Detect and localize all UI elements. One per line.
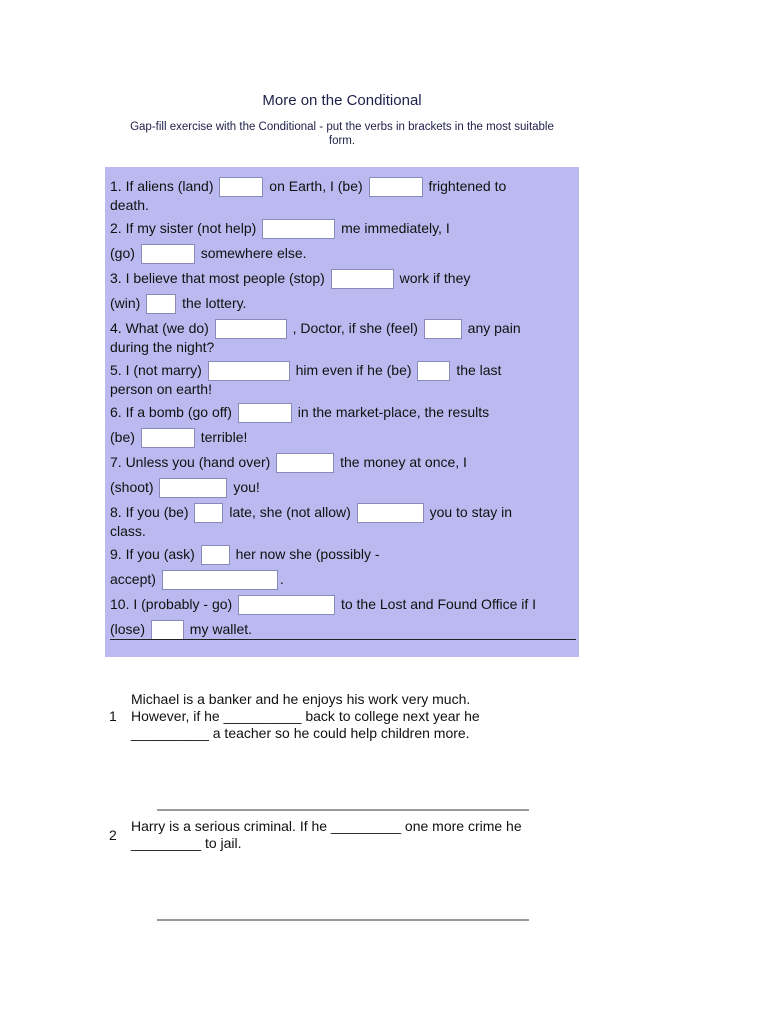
question-5-text-b: him even if he (be) (295, 362, 412, 378)
question-1-text-a: 1. If aliens (land) (110, 178, 214, 194)
question-5-text-a: 5. I (not marry) (110, 362, 202, 378)
question-10-gap-2[interactable] (151, 620, 184, 640)
question-8-gap-1[interactable] (194, 503, 223, 523)
question-7-gap-2[interactable] (159, 478, 227, 498)
question-10-text-b: to the Lost and Found Office if I (340, 596, 537, 612)
question-4-text-c: any pain (467, 320, 521, 336)
exercise-2-answer-line[interactable] (157, 919, 529, 921)
question-6-gap-2[interactable] (141, 428, 195, 448)
question-3-text-b: work if they (399, 270, 471, 286)
question-3-line-1 (110, 269, 470, 289)
question-2-text-a: 2. If my sister (not help) (110, 220, 257, 236)
question-5-gap-1[interactable] (208, 361, 290, 381)
question-10-text-d: my wallet. (189, 621, 253, 637)
question-2-gap-2[interactable] (141, 244, 195, 264)
question-7-text-a: 7. Unless you (hand over) (110, 454, 271, 470)
question-8-gap-2[interactable] (357, 503, 424, 523)
exercise-1-number: 1 (109, 708, 117, 724)
question-3-gap-1[interactable] (331, 269, 394, 289)
exercise-2-line-1: Harry is a serious criminal. If he _________ one more crime he (131, 818, 522, 834)
question-4-text-d: during the night? (110, 339, 215, 355)
exercise-1-text (131, 691, 480, 742)
question-1-gap-2[interactable] (369, 177, 423, 197)
exercise-2-text (131, 818, 522, 852)
question-2-text-d: somewhere else. (200, 245, 307, 261)
question-8-line-1 (110, 503, 512, 523)
panel-divider (110, 639, 576, 640)
page-subtitle: Gap-fill exercise with the Conditional - put the verbs in brackets in the most suitable form. (130, 121, 554, 147)
question-8-text-d: class. (110, 523, 146, 539)
question-9-gap-1[interactable] (201, 545, 230, 565)
question-7-line-2 (110, 478, 260, 498)
question-7-text-c: (shoot) (110, 479, 154, 495)
question-4-text-a: 4. What (we do) (110, 320, 209, 336)
question-10-text-a: 10. I (probably - go) (110, 596, 233, 612)
question-10-text-c: (lose) (110, 621, 146, 637)
question-4-text-b: , Doctor, if she (feel) (292, 320, 418, 336)
question-3-gap-2[interactable] (146, 294, 176, 314)
question-5-text-d: person on earth! (110, 381, 212, 397)
question-8-text-c: you to stay in (429, 504, 513, 520)
question-7-gap-1[interactable] (276, 453, 334, 473)
question-9-line-1 (110, 545, 380, 565)
question-5-line-1 (110, 361, 501, 381)
exercise-2-line-2: _________ to jail. (131, 835, 242, 851)
question-1-text-c: frightened to (428, 178, 507, 194)
question-3-text-a: 3. I believe that most people (stop) (110, 270, 325, 286)
question-1-gap-1[interactable] (219, 177, 263, 197)
page-title: More on the Conditional (262, 92, 422, 109)
exercise-1-answer-line[interactable] (157, 809, 529, 811)
exercise-2-number: 2 (109, 827, 117, 843)
question-9-line-2 (110, 570, 284, 590)
question-9-text-c: accept) (110, 571, 156, 587)
question-5-gap-2[interactable] (417, 361, 450, 381)
question-2-gap-1[interactable] (262, 219, 335, 239)
question-6-gap-1[interactable] (238, 403, 292, 423)
question-2-text-b: me immediately, I (341, 220, 450, 236)
question-5-text-c: the last (456, 362, 502, 378)
exercise-1-line-1: Michael is a banker and he enjoys his work very much. (131, 691, 471, 707)
question-4-line-1 (110, 319, 521, 339)
question-6-text-d: terrible! (200, 429, 248, 445)
question-6-text-c: (be) (110, 429, 135, 445)
question-6-line-2 (110, 428, 247, 448)
question-9-text-a: 9. If you (ask) (110, 546, 195, 562)
question-9-gap-2[interactable] (162, 570, 278, 590)
question-7-text-b: the money at once, I (340, 454, 467, 470)
question-3-text-d: the lottery. (182, 295, 247, 311)
exercise-1-line-2: However, if he __________ back to college next year he (131, 708, 480, 724)
question-3-line-2 (110, 294, 246, 314)
question-10-line-2 (110, 620, 252, 640)
question-7-line-1 (110, 453, 467, 473)
question-10-gap-1[interactable] (238, 595, 335, 615)
question-2-line-2 (110, 244, 307, 264)
question-10-line-1 (110, 595, 536, 615)
question-9-text-d: . (279, 571, 284, 587)
question-1-text-b: on Earth, I (be) (269, 178, 363, 194)
question-2-text-c: (go) (110, 245, 135, 261)
question-4-gap-2[interactable] (424, 319, 462, 339)
question-4-gap-1[interactable] (215, 319, 287, 339)
question-9-text-b: her now she (possibly - (235, 546, 380, 562)
question-8-text-b: late, she (not allow) (229, 504, 351, 520)
exercise-1-line-3: __________ a teacher so he could help children more. (131, 725, 470, 741)
question-6-text-b: in the market-place, the results (297, 404, 490, 420)
question-8-text-a: 8. If you (be) (110, 504, 189, 520)
question-6-text-a: 6. If a bomb (go off) (110, 404, 232, 420)
question-3-text-c: (win) (110, 295, 141, 311)
question-7-text-d: you! (233, 479, 260, 495)
question-6-line-1 (110, 403, 489, 423)
question-1-text-d: death. (110, 197, 149, 213)
question-2-line-1 (110, 219, 450, 239)
question-1-line-1 (110, 177, 506, 197)
gap-fill-panel (105, 167, 579, 657)
